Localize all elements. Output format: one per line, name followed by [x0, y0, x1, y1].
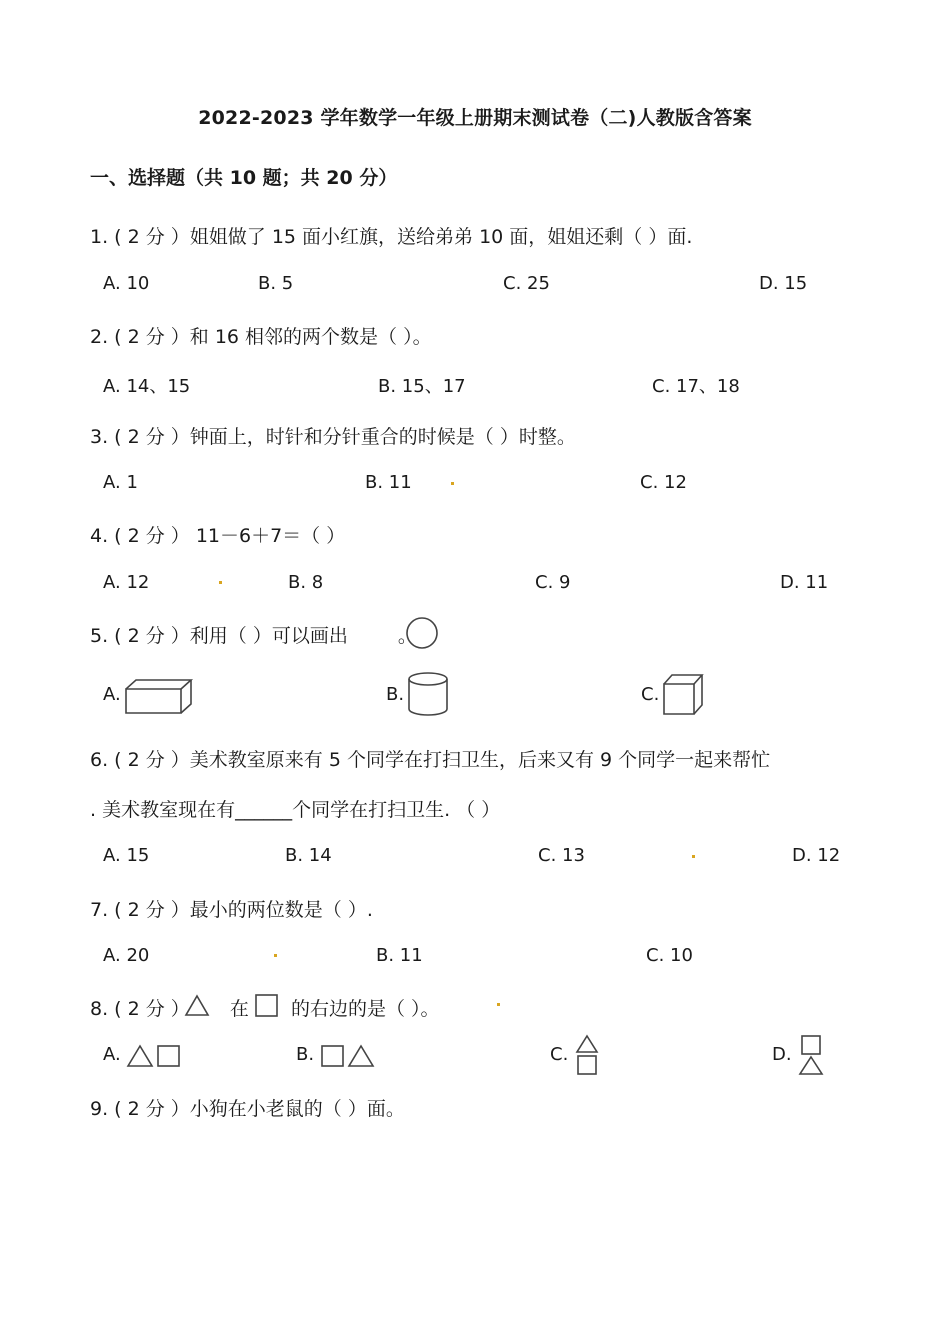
- page-title: 2022-2023 学年数学一年级上册期末测试卷（二)人教版含答案: [198, 107, 752, 129]
- q2-option-a[interactable]: A. 14、15: [103, 376, 191, 397]
- q6-option-a[interactable]: A. 15: [103, 845, 150, 866]
- triangle-icon: [185, 994, 211, 1018]
- q4-option-a[interactable]: A. 12: [103, 572, 150, 593]
- stray-dot: [274, 954, 277, 957]
- stray-dot: [497, 1003, 500, 1006]
- q5-stem-text: 5. ( 2 分 ）利用（ ）可以画出: [90, 625, 348, 647]
- q8-option-d[interactable]: D.: [772, 1044, 792, 1065]
- question-5-stem: [90, 621, 417, 648]
- q5-option-b[interactable]: B.: [386, 684, 405, 705]
- q8-option-c[interactable]: C.: [550, 1044, 569, 1065]
- q4-option-b[interactable]: B. 8: [288, 572, 324, 593]
- stray-dot: [451, 482, 454, 485]
- q3-option-a[interactable]: A. 1: [103, 472, 138, 493]
- cylinder-icon: [407, 671, 451, 719]
- q7-option-a[interactable]: A. 20: [103, 945, 150, 966]
- q1-option-d[interactable]: D. 15: [759, 273, 808, 294]
- question-4-stem: 4. ( 2 分 ） 11－6＋7＝（ ）: [90, 525, 346, 547]
- q6-option-b[interactable]: B. 14: [285, 845, 332, 866]
- q5-option-c[interactable]: C.: [641, 684, 660, 705]
- square-icon: [255, 994, 279, 1018]
- question-2-stem: 2. ( 2 分 ）和 16 相邻的两个数是（ ）。: [90, 326, 432, 348]
- q4-option-d[interactable]: D. 11: [780, 572, 829, 593]
- question-9-stem: 9. ( 2 分 ）小狗在小老鼠的（ ）面。: [90, 1098, 405, 1120]
- cuboid-icon: [124, 677, 196, 717]
- q1-option-a[interactable]: A. 10: [103, 273, 150, 294]
- q8-stem-prefix: 8. ( 2 分 ）: [90, 998, 190, 1020]
- triangle-over-square-icon: [575, 1034, 601, 1078]
- stray-dot: [219, 581, 222, 584]
- square-triangle-icon: [320, 1044, 376, 1070]
- q2-option-c[interactable]: C. 17、18: [652, 376, 740, 397]
- square-over-triangle-icon: [798, 1034, 826, 1078]
- question-3-stem: 3. ( 2 分 ）钟面上，时针和分针重合的时候是（ ）时整。: [90, 426, 576, 448]
- q3-option-b[interactable]: B. 11: [365, 472, 412, 493]
- section-heading: 一、选择题（共 10 题；共 20 分）: [90, 167, 398, 189]
- q1-option-c[interactable]: C. 25: [503, 273, 550, 294]
- q7-option-c[interactable]: C. 10: [646, 945, 693, 966]
- q2-option-b[interactable]: B. 15、17: [378, 376, 466, 397]
- q8-stem-mid: 在: [229, 998, 249, 1020]
- cube-icon: [661, 672, 707, 718]
- q4-option-c[interactable]: C. 9: [535, 572, 571, 593]
- circle-icon: [405, 616, 441, 652]
- triangle-square-icon: [127, 1044, 183, 1070]
- q5-stem-end: 。: [397, 625, 417, 647]
- q8-option-a[interactable]: A.: [103, 1044, 121, 1065]
- question-1-stem: 1. ( 2 分 ）姐姐做了 15 面小红旗，送给弟弟 10 面，姐姐还剩（ ）面.: [90, 226, 693, 248]
- question-6-stem-line2: . 美术教室现在有______个同学在打扫卫生. （ ）: [90, 799, 501, 821]
- q6-option-c[interactable]: C. 13: [538, 845, 585, 866]
- q8-option-b[interactable]: B.: [296, 1044, 315, 1065]
- q5-option-a[interactable]: A.: [103, 684, 121, 705]
- q8-stem-suffix: 的右边的是（ ）。: [291, 998, 440, 1020]
- q3-option-c[interactable]: C. 12: [640, 472, 687, 493]
- q7-option-b[interactable]: B. 11: [376, 945, 423, 966]
- question-6-stem-line1: 6. ( 2 分 ）美术教室原来有 5 个同学在打扫卫生，后来又有 9 个同学一起来帮忙: [90, 749, 771, 771]
- question-7-stem: 7. ( 2 分 ）最小的两位数是（ ）.: [90, 899, 373, 921]
- stray-dot: [692, 855, 695, 858]
- q1-option-b[interactable]: B. 5: [258, 273, 294, 294]
- q6-option-d[interactable]: D. 12: [792, 845, 841, 866]
